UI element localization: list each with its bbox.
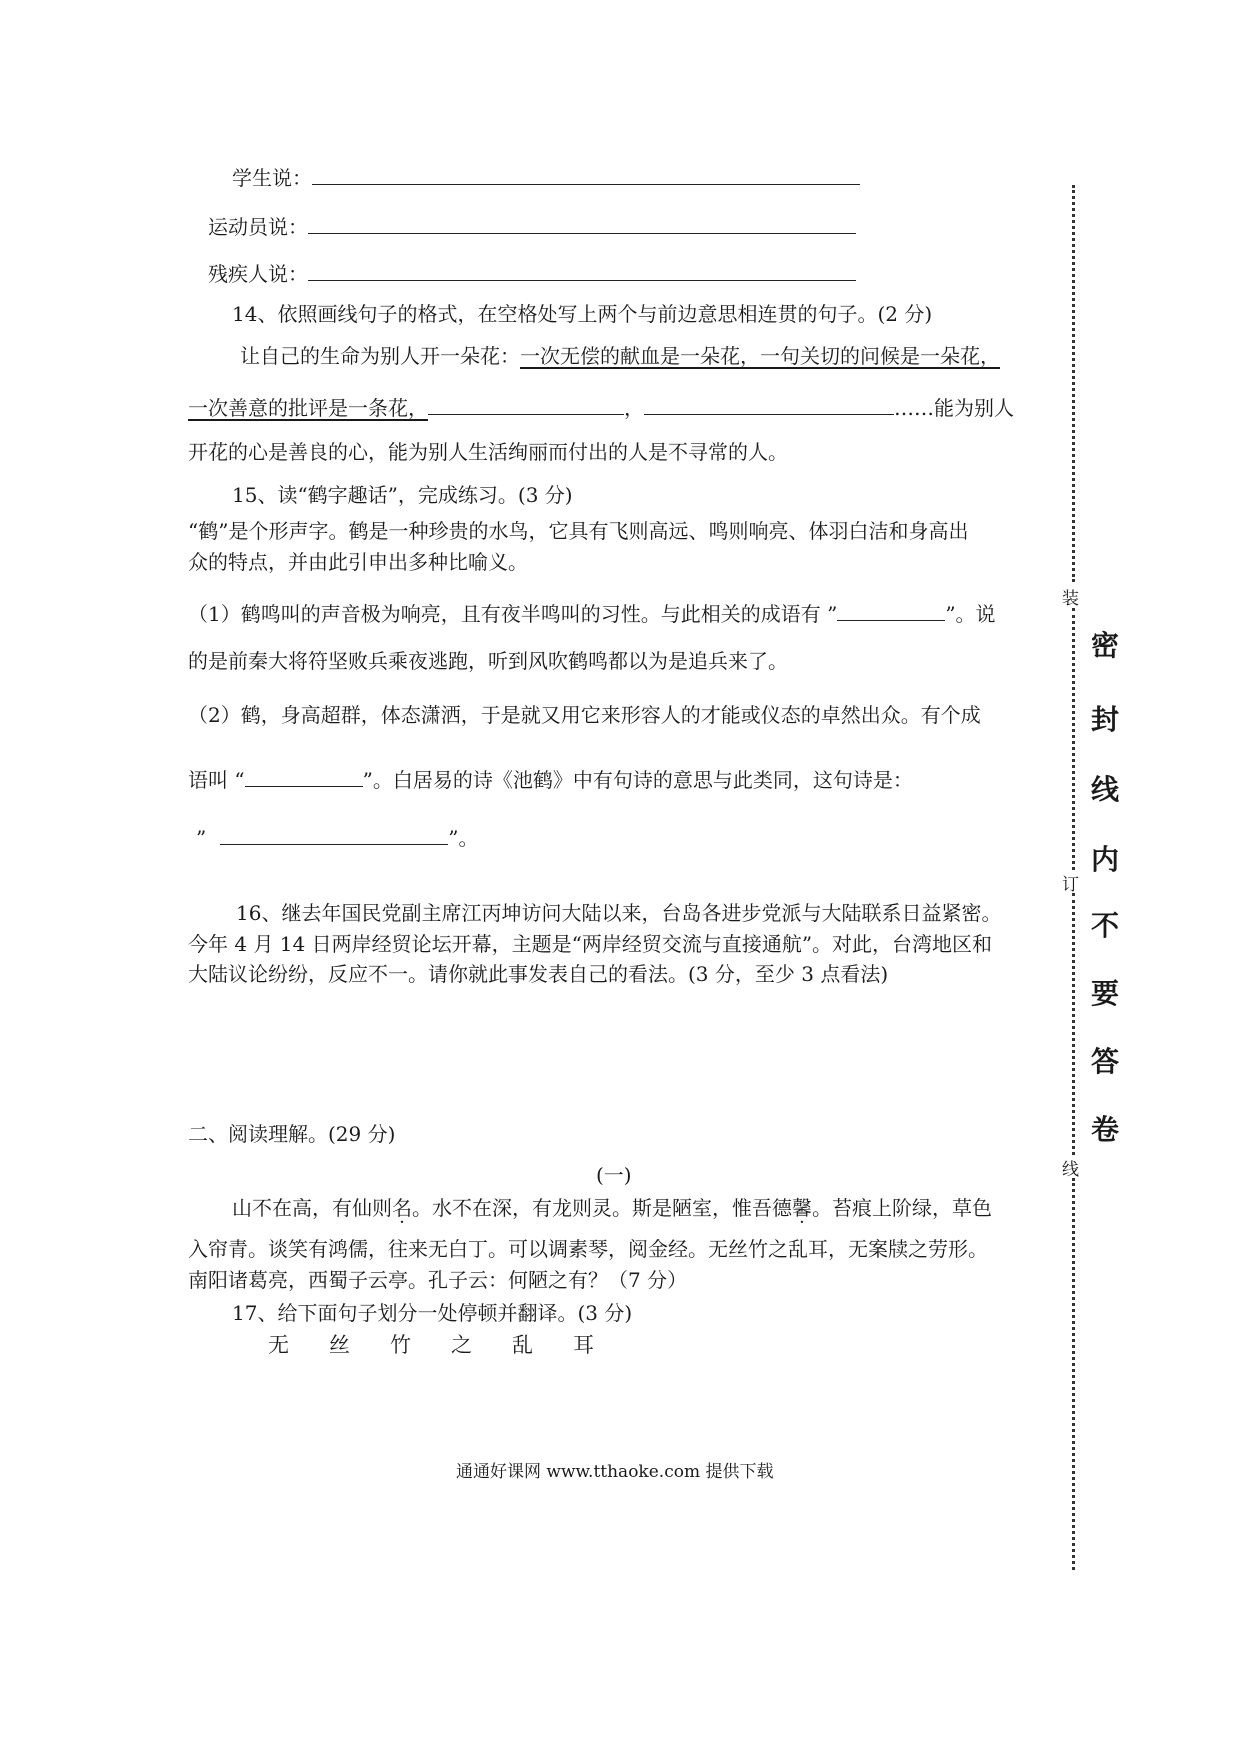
q15-sub1-line1 (188, 598, 996, 626)
q14-intro: 让自己的生命为别人开一朵花： (240, 344, 520, 368)
q13-line-athlete (208, 211, 856, 239)
passage-dotted-char-xin: 馨 (792, 1196, 812, 1220)
q15-sub2-blank2[interactable] (220, 822, 448, 845)
q14-line1 (240, 344, 1000, 368)
seal-char: 不 (1091, 909, 1120, 942)
q14-prompt: 14、依照画线句子的格式，在空格处写上两个与前边意思相连贯的句子。(2 分) (232, 302, 933, 326)
q15-sub1-text-b: ”。说 (945, 602, 996, 626)
q17-char: 之 (451, 1333, 472, 1357)
q16-line3: 大陆议论纷纷，反应不一。请你就此事发表自己的看法。(3 分，至少 3 点看法) (188, 962, 889, 986)
binding-mark-xian: 线 (1062, 1160, 1079, 1180)
binding-mark-ding: 订 (1062, 875, 1079, 895)
q13-blank-student[interactable] (312, 162, 860, 185)
q13-blank-disabled[interactable] (308, 258, 856, 281)
seal-char: 要 (1091, 977, 1120, 1010)
q15-para2: 众的特点，并由此引申出多种比喻义。 (188, 550, 528, 574)
q17-sentence (268, 1333, 634, 1358)
q17-char: 无 (268, 1333, 289, 1357)
q14-blank1[interactable] (428, 392, 624, 415)
q15-sub2-text-e: ”。 (448, 826, 479, 850)
q14-sep: ， (624, 396, 644, 420)
binding-dotted-line-top (1072, 185, 1075, 582)
passage-dotted-char-ming: 名 (392, 1196, 412, 1220)
seal-char: 线 (1091, 773, 1120, 806)
seal-char: 卷 (1091, 1113, 1120, 1146)
q14-line2 (188, 392, 1014, 420)
q17-char: 耳 (573, 1333, 594, 1357)
q14-line3: 开花的心是善良的心，能为别人生活绚丽而付出的人是不寻常的人。 (188, 440, 788, 464)
passage-line2: 入帘青。谈笑有鸿儒，往来无白丁。可以调素琴，阅金经。无丝竹之乱耳，无案牍之劳形。 (188, 1237, 988, 1261)
q13-line-disabled (208, 258, 856, 286)
seal-char: 内 (1091, 843, 1120, 876)
q15-sub2-line1: （2）鹤，身高超群，体态潇洒，于是就又用它来形容人的才能或仪态的卓然出众。有个成 (188, 703, 981, 727)
q15-sub1-line2: 的是前秦大将符坚败兵乘夜逃跑，听到风吹鹤鸣都以为是追兵来了。 (188, 649, 788, 673)
q15-sub2-text-b: 语叫 “ (188, 768, 245, 792)
q15-sub2-text-d: ” (196, 826, 207, 850)
q14-underlined1: 一次无偿的献血是一朵花，一句关切的问候是一朵花， (520, 344, 1000, 368)
q13-line-student (232, 162, 860, 190)
passage-heading: (一) (596, 1163, 632, 1187)
q13-label-student: 学生说： (232, 166, 312, 190)
seal-char: 答 (1091, 1045, 1120, 1078)
q17-char: 丝 (329, 1333, 350, 1357)
q15-sub2-text-c: ”。白居易的诗《池鹤》中有句诗的意思与此类同，这句诗是： (362, 768, 913, 792)
q15-prompt: 15、读“鹤字趣话”，完成练习。(3 分) (232, 483, 573, 507)
q14-blank2[interactable] (644, 392, 894, 415)
q15-sub1-blank[interactable] (837, 598, 945, 621)
q13-label-athlete: 运动员说： (208, 215, 308, 239)
passage-line1-b: 。水不在深，有龙则灵。斯是陋室，惟吾德 (412, 1196, 792, 1220)
q15-para1: “鹤”是个形声字。鹤是一种珍贵的水鸟，它具有飞则高远、鸣则响亮、体羽白洁和身高出 (188, 519, 969, 543)
q15-sub2-blank1[interactable] (245, 764, 363, 787)
q17-prompt: 17、给下面句子划分一处停顿并翻译。(3 分) (232, 1301, 633, 1325)
binding-dotted-line-middle (1072, 608, 1075, 870)
passage-line3: 南阳诸葛亮，西蜀子云亭。孔子云：何陋之有？（7 分） (188, 1268, 688, 1292)
footer-source: 通通好课网 www.tthaoke.com 提供下载 (456, 1462, 774, 1482)
passage-line1-c: 。苔痕上阶绿，草色 (812, 1196, 992, 1220)
q15-sub1-text-a: （1）鹤鸣叫的声音极为响亮，且有夜半鸣叫的习性。与此相关的成语有 ” (188, 602, 838, 626)
q14-underlined2: 一次善意的批评是一条花， (188, 396, 428, 420)
q15-sub2-line2 (188, 764, 913, 792)
seal-char: 密 (1091, 629, 1120, 662)
binding-dotted-line-lower (1072, 893, 1075, 1155)
q15-sub2-line3 (196, 822, 478, 850)
q16-line2: 今年 4 月 14 日两岸经贸论坛开幕，主题是“两岸经贸交流与直接通航”。对此，台湾地区和 (188, 932, 993, 956)
passage-line1-a: 山不在高，有仙则 (232, 1196, 392, 1220)
binding-dotted-line-bottom (1072, 1178, 1075, 1570)
passage-line1 (232, 1196, 992, 1220)
q13-blank-athlete[interactable] (308, 211, 856, 234)
q16-line1: 16、继去年国民党副主席江丙坤访问大陆以来，台岛各进步党派与大陆联系日益紧密。 (236, 901, 1002, 925)
section2-title: 二、阅读理解。(29 分) (188, 1122, 396, 1146)
q17-char: 竹 (390, 1333, 411, 1357)
q13-label-disabled: 残疾人说： (208, 262, 308, 286)
seal-char: 封 (1091, 703, 1120, 736)
q14-tail: ……能为别人 (894, 396, 1014, 420)
q17-char: 乱 (512, 1333, 533, 1357)
binding-mark-zhuang: 装 (1062, 589, 1079, 609)
